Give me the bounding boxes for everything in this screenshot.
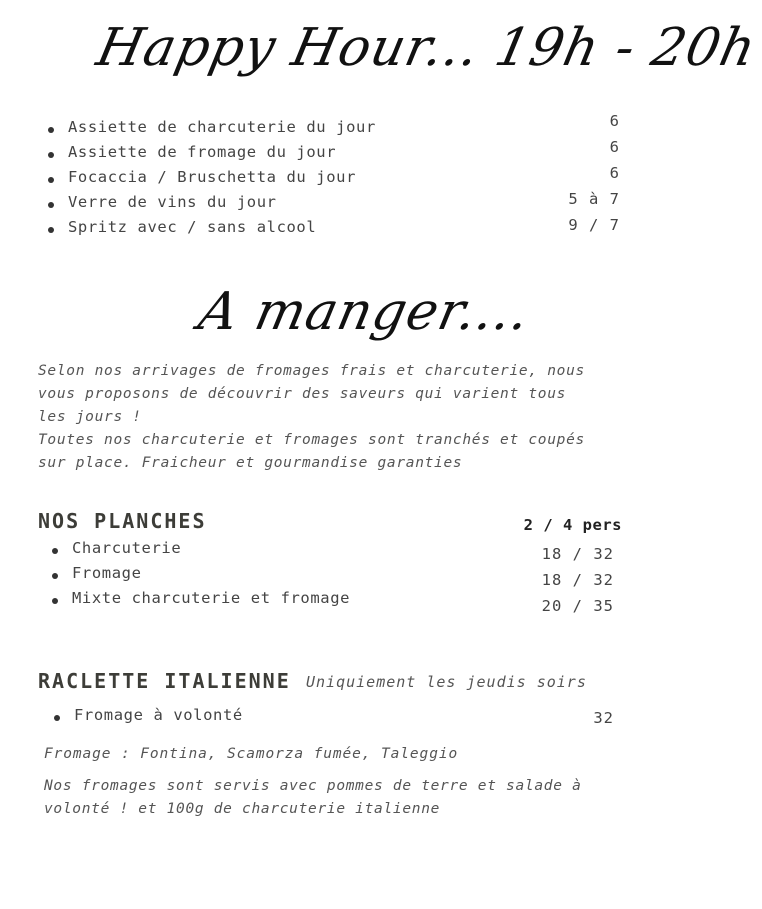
intro-paragraph-2: Toutes nos charcuterie et fromages sont tranchés et coupés sur place. Fraicheur et gourmandise garanties (38, 432, 585, 471)
item-price: 5 à 7 (568, 190, 620, 208)
list-item (68, 193, 376, 218)
persons-label: 2 / 4 pers (523, 516, 622, 534)
list-item (68, 118, 376, 143)
a-manger-title: A manger.... (193, 282, 536, 342)
happy-hour-title: Happy Hour... 19h - 20h (91, 18, 762, 78)
item-price: 18 / 32 (541, 571, 614, 589)
list-item (72, 589, 350, 614)
item-price: 6 (609, 112, 620, 130)
item-label: Focaccia / Bruschetta du jour (68, 168, 357, 186)
item-label: Charcuterie (72, 539, 182, 557)
item-label: Verre de vins du jour (68, 193, 277, 211)
item-label: Fromage à volonté (74, 706, 243, 724)
raclette-heading: RACLETTE ITALIENNE (38, 669, 291, 693)
raclette-note: Uniquiement les jeudis soirs (306, 673, 587, 691)
planches-heading: NOS PLANCHES (38, 509, 207, 533)
raclette-footer-text: Nos fromages sont servis avec pommes de terre et salade à volonté ! et 100g de charcuterie italienne (44, 778, 582, 817)
item-label: Assiette de fromage du jour (68, 143, 337, 161)
bullet-icon (52, 598, 58, 604)
raclette-list (74, 706, 243, 731)
item-price: 6 (609, 138, 620, 156)
intro-text (38, 360, 598, 475)
bullet-icon (52, 548, 58, 554)
list-item (72, 564, 350, 589)
list-item (68, 218, 376, 243)
item-label: Assiette de charcuterie du jour (68, 118, 376, 136)
item-price: 9 / 7 (568, 216, 620, 234)
list-item (68, 168, 376, 193)
happy-hour-list (68, 118, 376, 243)
item-label: Mixte charcuterie et fromage (72, 589, 351, 607)
bullet-icon (48, 152, 54, 158)
item-price: 20 / 35 (541, 597, 614, 615)
bullet-icon (48, 202, 54, 208)
bullet-icon (52, 573, 58, 579)
fromages-list-text: Fromage : Fontina, Scamorza fumée, Taleggio (44, 746, 459, 762)
list-item (72, 539, 350, 564)
planches-list (72, 539, 350, 614)
bullet-icon (48, 177, 54, 183)
happy-hour-prices (568, 112, 620, 242)
planches-prices (542, 545, 614, 623)
list-item (74, 706, 243, 731)
item-price: 18 / 32 (541, 545, 614, 563)
item-label: Fromage (72, 564, 142, 582)
bullet-icon (54, 715, 60, 721)
bullet-icon (48, 127, 54, 133)
item-label: Spritz avec / sans alcool (68, 218, 317, 236)
list-item (68, 143, 376, 168)
bullet-icon (48, 227, 54, 233)
item-price: 32 (593, 709, 614, 727)
intro-paragraph-1: Selon nos arrivages de fromages frais et charcuterie, nous vous proposons de découvrir des saveurs qui varient tous les jours ! (38, 363, 585, 425)
item-price: 6 (609, 164, 620, 182)
